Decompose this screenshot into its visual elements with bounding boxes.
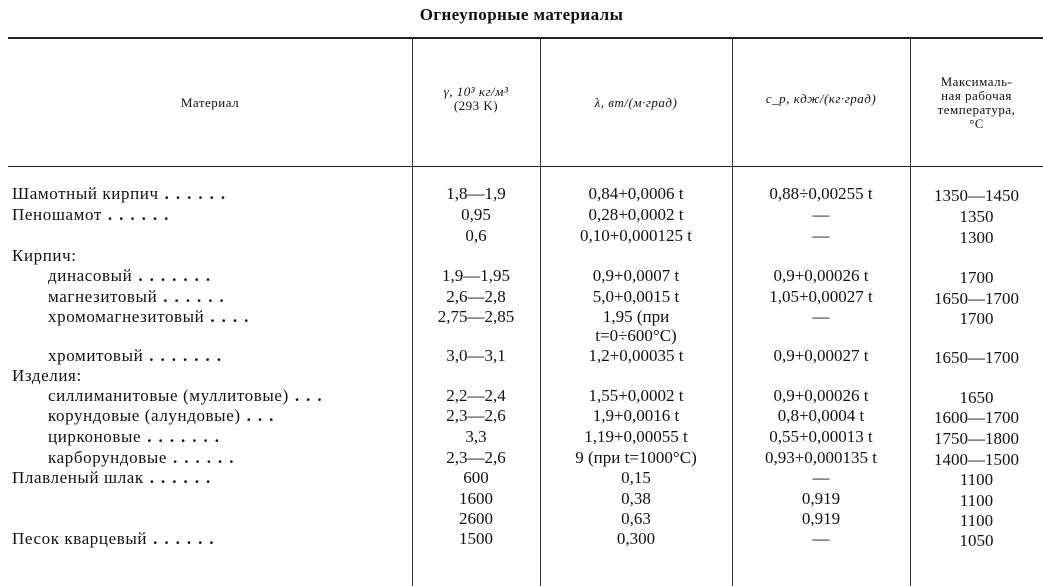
header-tmax-line3: температура,: [937, 101, 1016, 117]
density-value: 2600: [459, 509, 493, 528]
table-row: [12, 366, 412, 386]
tmax-value: 1700: [959, 268, 994, 287]
leader-dots: ......: [164, 184, 233, 203]
material-name: Шамотный кирпич: [12, 184, 159, 203]
lambda-value: 0,15: [621, 468, 651, 487]
header-material-label: Материал: [180, 94, 240, 110]
lambda-value: 9 (при t=1000°C): [575, 448, 697, 467]
leader-dots: ...: [294, 386, 329, 405]
material-name: хромитовый: [48, 346, 144, 365]
density-value: 3,0—3,1: [446, 346, 506, 365]
material-name: магнезитовый: [48, 287, 158, 306]
tmax-value: 1700: [959, 309, 994, 328]
density-value: 1,9—1,95: [442, 266, 510, 285]
material-name: карборундовые: [48, 448, 168, 467]
header-lambda-label: λ, вт/(м·град): [594, 94, 678, 110]
header-tmax: [910, 40, 1043, 165]
density-value: 600: [463, 468, 489, 487]
leader-dots: ......: [107, 205, 176, 224]
leader-dots: ......: [149, 468, 218, 487]
cp-value: —: [812, 307, 830, 326]
material-name: Плавленый шлак: [12, 468, 144, 487]
table-row: [12, 529, 412, 549]
header-density-label: γ, 10³ кг/м³: [443, 83, 509, 99]
lambda-value: 1,19+0,00055 t: [584, 427, 688, 446]
cp-value: —: [812, 205, 830, 224]
header-rule: [8, 166, 1043, 167]
lambda-value: 0,10+0,000125 t: [579, 226, 693, 245]
cp-value: 1,05+0,00027 t: [769, 287, 873, 306]
density-value: 2,6—2,8: [446, 287, 506, 306]
table-row: [48, 287, 448, 307]
leader-dots: .......: [138, 266, 218, 285]
header-lambda: [540, 40, 732, 165]
material-name: корундовые (алундовые): [48, 406, 241, 425]
leader-dots: .......: [147, 427, 226, 446]
table-row: [12, 246, 412, 266]
cp-value: 0,93+0,000135 t: [764, 448, 878, 467]
density-value: 2,2—2,4: [446, 386, 506, 405]
table-row: [48, 307, 448, 327]
tmax-value: 1350—1450: [934, 186, 1019, 205]
cp-value: 0,9+0,00027 t: [773, 346, 869, 365]
lambda-value: t=0÷600°C): [595, 326, 677, 345]
header-cp-label: c_p, кдж/(кг·град): [765, 90, 877, 106]
group-heading: Кирпич:: [12, 246, 77, 265]
table-row: [48, 386, 448, 406]
header-cp: [732, 36, 910, 161]
tmax-value: 1650—1700: [934, 348, 1019, 367]
group-heading: Изделия:: [12, 366, 82, 385]
density-value: 0,95: [461, 205, 491, 224]
lambda-value: 1,55+0,0002 t: [588, 386, 684, 405]
lambda-value: 0,63: [621, 509, 651, 528]
density-value: 3,3: [465, 427, 487, 446]
lambda-value: 1,95 (при: [602, 307, 670, 326]
table-row: [48, 427, 448, 447]
tmax-value: 1650: [959, 388, 994, 407]
table-row: [12, 205, 412, 225]
table-row: [48, 406, 448, 426]
lambda-value: 1,9+0,0016 t: [592, 406, 680, 425]
table-row: [12, 468, 412, 488]
leader-dots: ...: [246, 406, 281, 425]
tmax-value: 1100: [959, 470, 994, 489]
leader-dots: ......: [163, 287, 231, 306]
tmax-value: 1350: [959, 207, 994, 226]
header-material: [8, 40, 412, 165]
density-value: 1,8—1,9: [446, 184, 506, 203]
lambda-value: 0,84+0,0006 t: [588, 184, 684, 203]
material-name: силлиманитовые (муллитовые): [48, 386, 289, 405]
tmax-value: 1400—1500: [934, 450, 1019, 469]
material-name: Пеношамот: [12, 205, 102, 224]
cp-value: 0,88÷0,00255 t: [769, 184, 873, 203]
header-density-unit: (293 K): [453, 97, 499, 113]
density-value: 0,6: [465, 226, 487, 245]
tmax-value: 1100: [959, 491, 994, 510]
table-row: [12, 184, 412, 204]
density-value: 1500: [459, 529, 493, 548]
table-row: [48, 448, 448, 468]
table-row: [48, 266, 448, 286]
lambda-value: 0,38: [621, 489, 651, 508]
cp-value: —: [812, 468, 830, 487]
material-name: Песок кварцевый: [12, 529, 148, 548]
density-value: 2,75—2,85: [437, 307, 515, 326]
cp-value: 0,8+0,0004 t: [777, 406, 865, 425]
tmax-value: 1050: [959, 531, 994, 550]
tmax-value: 1100: [959, 511, 994, 530]
lambda-value: 1,2+0,00035 t: [588, 346, 684, 365]
leader-dots: ......: [153, 529, 221, 548]
cp-value: 0,9+0,00026 t: [773, 266, 869, 285]
cp-value: 0,55+0,00013 t: [769, 427, 873, 446]
leader-dots: ....: [210, 307, 256, 326]
density-value: 2,3—2,6: [446, 448, 506, 467]
tmax-value: 1650—1700: [934, 289, 1019, 308]
header-tmax-line2: ная рабочая: [941, 87, 1012, 103]
leader-dots: ......: [173, 448, 241, 467]
lambda-value: 0,28+0,0002 t: [588, 205, 684, 224]
density-value: 2,3—2,6: [446, 406, 506, 425]
tmax-value: 1300: [959, 228, 994, 247]
header-tmax-line4: °C: [969, 115, 984, 131]
tmax-value: 1600—1700: [934, 408, 1019, 427]
lambda-value: 0,9+0,0007 t: [592, 266, 680, 285]
tmax-value: 1750—1800: [934, 429, 1019, 448]
table-title: Огнеупорные материалы: [419, 5, 624, 24]
header-tmax-line1: Максималь-: [940, 73, 1013, 89]
leader-dots: .......: [149, 346, 229, 365]
table-row: [48, 346, 448, 366]
cp-value: 0,919: [801, 489, 841, 508]
lambda-value: 5,0+0,0015 t: [592, 287, 680, 306]
header-density: [412, 36, 540, 161]
lambda-value: 0,300: [616, 529, 656, 548]
density-value: 1600: [459, 489, 493, 508]
cp-value: —: [812, 226, 830, 245]
material-name: хромомагнезитовый: [48, 307, 205, 326]
cp-value: —: [812, 529, 830, 548]
cp-value: 0,919: [801, 509, 841, 528]
material-name: динасовый: [48, 266, 133, 285]
material-name: цирконовые: [48, 427, 142, 446]
cp-value: 0,9+0,00026 t: [773, 386, 869, 405]
